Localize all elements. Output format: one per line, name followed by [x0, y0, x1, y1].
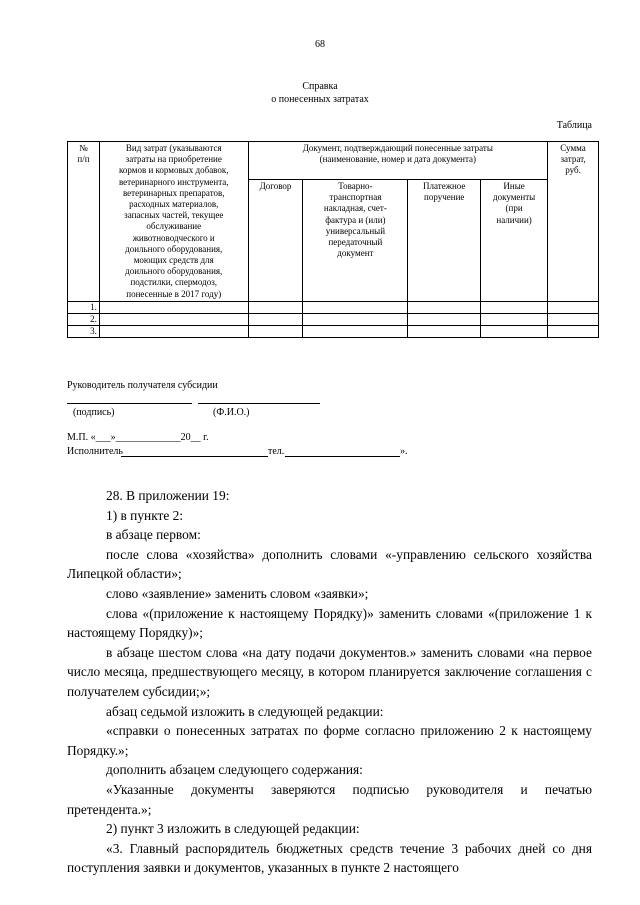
- phone-line: [285, 456, 400, 457]
- table-cell: [248, 326, 303, 338]
- header-line: Сумма: [560, 143, 586, 153]
- header-documents: [248, 142, 547, 180]
- header-line: ветеринарных препаратов,: [122, 187, 225, 198]
- paragraph: в абзаце шестом слова «на дату подачи документов.» заменить словами «на первое число месяца, предшествующего месяцу, в котором планируется заключение соглашения с получателем субсидии;»;: [67, 644, 592, 699]
- header-line: (наименование, номер и дата документа): [319, 154, 477, 165]
- header-cost-type: [99, 142, 248, 302]
- document-title: [0, 80, 640, 106]
- amendment-text: [67, 486, 592, 878]
- paragraph: слова «(приложение к настоящему Порядку)» заменить словами «(приложение 1 к настоящему Порядку)»;: [67, 605, 592, 641]
- table-cell: [548, 326, 599, 338]
- table-cell: [408, 326, 481, 338]
- header-line: поручение: [424, 192, 465, 203]
- paragraph: 2) пункт 3 изложить в следующей редакции:: [106, 821, 360, 837]
- header-line: обслуживание: [146, 221, 202, 232]
- document-title-line: о понесенных затратах: [271, 94, 369, 105]
- table-row: [68, 326, 599, 338]
- head-of-recipient-label: Руководитель получателя субсидии: [67, 380, 218, 391]
- paragraph: абзац седьмой изложить в следующей редакции:: [106, 703, 384, 719]
- paragraph: «справки о понесенных затратах по форме согласно приложению 2 к настоящему Порядку.»;: [67, 723, 592, 758]
- table-cell: [99, 326, 248, 338]
- header-line: п/п: [77, 154, 90, 165]
- row-number: 1.: [68, 301, 100, 313]
- table-cell: [99, 314, 248, 326]
- closing-quote: ».: [400, 446, 408, 457]
- header-line: понесенные в 2017 году): [126, 288, 222, 299]
- header-line: №: [79, 143, 88, 153]
- executor-label: Исполнитель: [67, 446, 123, 457]
- header-line: животноводческого и: [132, 232, 215, 243]
- header-line: подстилки, спермодоз,: [130, 277, 218, 288]
- header-line: кормов и кормовых добавок,: [118, 165, 229, 176]
- subheader-invoice: [303, 180, 408, 302]
- paragraph: 28. В приложении 19:: [106, 488, 230, 503]
- table-cell: [481, 314, 548, 326]
- table-row: [68, 301, 599, 313]
- table-cell: [303, 314, 408, 326]
- header-line: Документ, подтверждающий понесенные затраты: [302, 143, 493, 153]
- subheader-contract: [248, 180, 303, 302]
- table-label: Таблица: [556, 120, 592, 131]
- signature-caption: (подпись): [73, 407, 115, 418]
- stamp-date-line: М.П. «___»_____________20__ г.: [67, 432, 209, 443]
- header-line: доильного оборудования,: [125, 243, 223, 254]
- executor-line: [121, 456, 268, 457]
- header-line: доильного оборудования,: [125, 266, 223, 277]
- table-cell: [303, 326, 408, 338]
- document-title-line: Справка: [302, 81, 338, 92]
- table-cell: [548, 314, 599, 326]
- paragraph: 1) в пункте 2:: [106, 507, 184, 523]
- header-amount: [548, 142, 599, 302]
- header-line: Вид затрат (указываются: [125, 143, 222, 153]
- table-cell: [481, 326, 548, 338]
- header-line: наличии): [496, 214, 532, 225]
- paragraph: после слова «хозяйства» дополнить словами «-управлению сельского хозяйства Липецкой области»;: [67, 546, 592, 582]
- paragraph: дополнить абзацем следующего содержания:: [106, 762, 363, 778]
- header-line: фактура и (или): [325, 214, 386, 225]
- table-cell: [481, 301, 548, 313]
- header-line: документ: [337, 248, 374, 259]
- row-number: 3.: [68, 326, 100, 338]
- subheader-payment-order: [408, 180, 481, 302]
- header-line: расходных материалов,: [129, 199, 219, 210]
- header-line: руб.: [565, 165, 581, 176]
- header-line: затраты на приобретение: [125, 154, 222, 165]
- table-cell: [99, 301, 248, 313]
- name-line: [198, 403, 320, 404]
- name-caption: (Ф.И.О.): [213, 407, 250, 418]
- paragraph: слово «заявление» заменить словом «заявки»;: [106, 585, 369, 601]
- costs-table: [67, 141, 599, 338]
- row-number: 2.: [68, 314, 100, 326]
- header-line: документы: [493, 192, 536, 203]
- paragraph: «Указанные документы заверяются подписью руководителя и печатью претендента.»;: [67, 781, 592, 817]
- header-line: накладная, счет-: [323, 203, 387, 214]
- header-line: транспортная: [329, 192, 382, 203]
- header-line: Товарно-: [338, 181, 373, 191]
- header-line: Договор: [259, 181, 292, 191]
- header-line: затрат,: [560, 154, 586, 165]
- paragraph: в абзаце первом:: [106, 527, 201, 543]
- signature-line: [67, 403, 192, 404]
- table-cell: [248, 314, 303, 326]
- header-line: передаточный: [328, 237, 383, 248]
- table-cell: [408, 301, 481, 313]
- header-line: запасных частей, текущее: [124, 210, 224, 221]
- page-number: 68: [315, 39, 325, 50]
- header-line: Платежное: [423, 181, 466, 191]
- table-row: [68, 314, 599, 326]
- subheader-other-documents: [481, 180, 548, 302]
- header-number: [68, 142, 100, 302]
- header-line: универсальный: [325, 225, 386, 236]
- table-cell: [303, 301, 408, 313]
- table-cell: [408, 314, 481, 326]
- paragraph: «3. Главный распорядитель бюджетных средств течение 3 рабочих дней со дня поступления заявки и документов, указанных в пункте 2 настоящего: [67, 840, 592, 876]
- header-line: моющих средств для: [133, 255, 214, 266]
- phone-label: тел.: [268, 446, 285, 457]
- header-line: Иные: [503, 181, 525, 191]
- header-line: ветеринарного инструмента,: [118, 176, 229, 187]
- header-line: (при: [505, 203, 523, 214]
- table-cell: [248, 301, 303, 313]
- table-cell: [548, 301, 599, 313]
